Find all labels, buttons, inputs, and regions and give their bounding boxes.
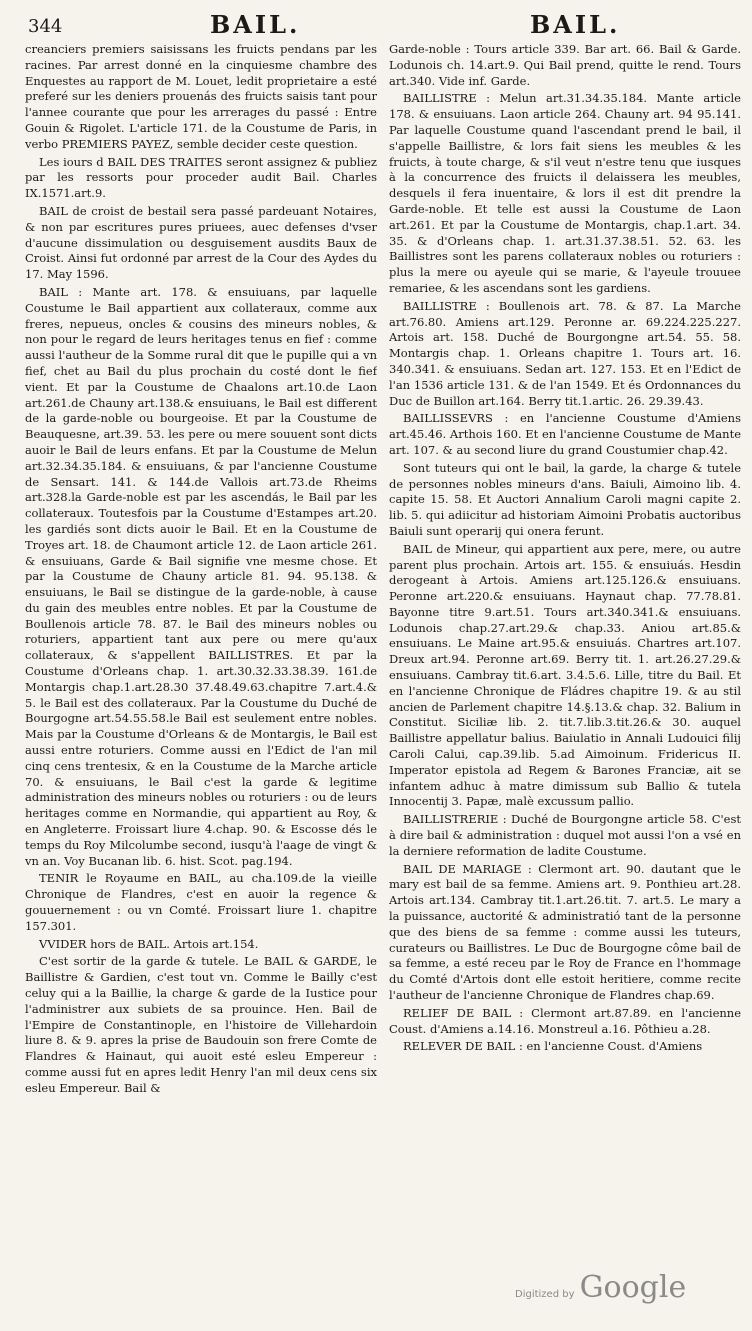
paragraph: BAIL DE MARIAGE : Clermont art. 90. dautant que le mary est bail de sa femme. Amiens art. 9. Ponthieu art.28. Artois art.134. Cambray tit.1.art.26.tit. 7. art.5. Le mary a la puissance, auctorité & administratió tant de la personne que des biens de sa femme : comme aussi les tuteurs, curateurs ou Baillistres. Le Duc de Bourgogne côme bail de sa femme, a esté receu par le Roy de France en l'hommage du Comté d'Artois dont elle estoit heritiere, comme recite l'autheur de l'ancienne Chronique de Flandres chap.69. [389, 861, 741, 1003]
paragraph: Les iours d BAIL DES TRAITES seront assignez & publiez par les ressorts pour proceder audit Bail. Charles IX.1571.art.9. [25, 154, 377, 201]
paragraph: VVIDER hors de BAIL. Artois art.154. [39, 936, 259, 951]
right-column [389, 42, 741, 1302]
paragraph: BAIL : Mante art. 178. & ensuiuans, par laquelle Coustume le Bail appartient aux collateraux, comme aux freres, nepueus, oncles & cousins des mineurs nobles, & non pour le regard de leurs heritages tenus en fief : comme aussi l'autheur de la Somme rural dit que le pupille qui a vn fief, chet au Bail du plus prochain du costé dont le fief vient. Et par la Coustume de Chaalons art.10.de Laon art.261.de Chauny art.138.& ensuiuans, le Bail est different de la garde-noble ou bourgeoise. Et par la Coustume de Beauquesne, art.39. 53. les pere ou mere souuent sont dicts auoir le Bail de leurs enfans. Et par la Coustume de Melun art.32.34.35.184. & ensuiuans, & par l'ancienne Coustume de Sensart. 141. & 144.de Vallois art.73.de Rheims art.328.la Garde-noble est par les ascendás, le Bail par les collateraux. Toutesfois par la Coustume d'Estampes art.20. les gardiés sont dicts auoir le Bail. Et en la Coustume de Troyes art. 18. de Chaumont article 12. de Laon article 261. & ensuiuans, Garde & Bail signifie vne mesme chose. Et par la Coustume de Chauny article 81. 94. 95.138. & ensuiuans, le Bail se distingue de la garde-noble, à cause du gain des meubles entre nobles. Et par la Coustume de Boullenois article 78. 87. le Bail des mineurs nobles ou roturiers, appartient tant aux pere ou mere qu'aux collateraux, & s'appellent BAILLISTRES. Et par la Coustume d'Orleans chap. 1. art.30.32.33.38.39. 161.de Montargis chap.1.art.28.30 37.48.49.63.chapitre 7.art.4.& 5. le Bail est des collateraux. Par la Coustume du Duché de Bourgogne art.54.55.58.le Bail est seulement entre nobles. Mais par la Coustume d'Orleans & de Montargis, le Bail est aussi entre roturiers. Comme aussi en l'Edict de l'an mil cinq cens trentesix, & en la Coustume de la Marche article 70. & ensuiuans, le Bail c'est la garde & legitime administration des mineurs nobles ou roturiers : ou de leurs heritages comme en Normandie, qui appartient au Roy, & en Angleterre. Froissart liure 4.chap. 90. & Escosse dés le temps du Roy Milcolumbe second, iusqu'à l'aage de vingt & vn an. Voy Bucanan lib. 6. hist. Scot. pag.194. [25, 284, 377, 868]
paragraph: BAIL de croist de bestail sera passé pardeuant Notaires, & non par escritures pures priuees, auec defenses d'vser d'aucune dissimulation ou desguisement ausdits Baux de Croist. Ainsi fut ordonné par arrest de la Cour des Aydes du 17. May 1596. [25, 203, 377, 282]
paragraph: RELIEF DE BAIL : Clermont art.87.89. en l'ancienne Coust. d'Amiens a.14.16. Monstreul a.16. Pôthieu a.28. [389, 1005, 741, 1036]
page-number: 344 [28, 16, 63, 37]
paragraph: TENIR le Royaume en BAIL, au cha.109.de la vieille Chronique de Flandres, c'est en auoir la regence & gouuernement : ou vn Comté. Froissart liure 1. chapitre 157.301. [25, 871, 377, 933]
paragraph: Garde-noble : Tours article 339. Bar art. 66. Bail & Garde. Lodunois ch. 14.art.9. Qui Bail prend, quitte le rend. Tours art.340. Vide inf. Garde. [389, 42, 741, 88]
google-logo: Google [579, 1270, 687, 1305]
paragraph: RELEVER DE BAIL : en l'ancienne Coust. d'Amiens [403, 1039, 703, 1054]
left-column [25, 42, 377, 1302]
paragraph: C'est sortir de la garde & tutele. Le BAIL & GARDE, le Baillistre & Gardien, c'est tout vn. Comme le Bailly c'est celuy qui a la Baillie, la charge & garde de la Iustice pour l'administrer aux subiets de sa prouince. Hen. Bail de l'Empire de Constantinople, en l'histoire de Villehardoin liure 8. & 9. apres la prise de Baudouin son frere Comte de Flandres & Hainaut, qui auoit esté esleu Empereur : comme aussi fut en apres ledit Henry l'an mil deux cens six esleu Empereur. Bail & [25, 954, 377, 1095]
google-watermark [515, 1270, 686, 1305]
paragraph: BAIL de Mineur, qui appartient aux pere, mere, ou autre parent plus prochain. Artois art. 155. & ensuiuás. Hesdin derogeant à Artois. Amiens art.125.126.& ensuiuans. Peronne art.220.& ensuiuans. Haynaut chap. 77.78.81. Bayonne titre 9.art.51. Tours art.340.341.& ensuiuans. Lodunois chap.27.art.29.& chap.33. Aniou art.85.& ensuiuans. Le Maine art.95.& ensuiuás. Chartres art.107. Dreux art.94. Peronne art.69. Berry tit. 1. art.26.27.29.& ensuiuans. Cambray tit.6.art. 3.4.5.6. Lille, titre du Bail. Et en l'ancienne Chronique de Fládres chapitre 19. & au stil ancien de Parlement chapitre 14.§.13.& chap. 32. Balium in Constitut. Siciliæ lib. 2. tit.7.lib.3.tit.26.& 30. auquel Baillistre appellatur balius. Baiulatio in Annali Ludouici filij Caroli Calui, cap.39.lib. 5.ad Aimoinum. Fridericus II. Imperator epistola ad Regem & Barones Franciæ, ait se infantem adhuc à matre dimissum sub Ballio & tutela Innocentij 3. Papæ, malè excussum pallio. [389, 541, 741, 809]
paragraph: BAILLISSEVRS : en l'ancienne Coustume d'Amiens art.45.46. Arthois 160. Et en l'ancienne Coustume de Mante art. 107. & au second liure du grand Coustumier chap.42. [389, 411, 741, 457]
running-head-right: BAIL. [530, 10, 621, 39]
paragraph: BAILLISTRE : Melun art.31.34.35.184. Mante article 178. & ensuiuans. Laon article 264. Chauny art. 94 95.141. Par laquelle Coustume quand l'ascendant prend le bail, il s'appelle Baillistre, & lors fait siens les meubles & les fruicts, à toute charge, & s'il veut n'estre tenu que iusques à la concurrence des fruicts il delaissera les meubles, desquels il fera inuentaire, & lors il est dit prendre la Garde-noble. Et telle est aussi la Coustume de Laon art.261. Et par la Coustume de Montargis, chap.1.art. 34. 35. & d'Orleans chap. 1. art.31.37.38.51. 52. 63. les Baillistres sont les parens collateraux nobles ou roturiers : plus la mere ou ayeule qui se marie, & l'ayeule trouuee remariee, & les ascendans sont les gardiens. [389, 91, 741, 295]
watermark-prefix: Digitized by [515, 1289, 575, 1300]
paragraph: creanciers premiers saisissans les fruicts pendans par les racines. Par arrest donné en la cinquiesme chambre des Enquestes au rapport de M. Louet, ledit proprietaire a esté preferé sur les deniers prouenás des fruicts saisis tant pour l'annee courante que pour les arrerages du passé : Entre Gouin & Rigolet. L'article 171. de la Coustume de Paris, in verbo PREMIERS PAYEZ, semble decider ceste question. [25, 42, 377, 151]
paragraph: BAILLISTRE : Boullenois art. 78. & 87. La Marche art.76.80. Amiens art.129. Peronne ar. 69.224.225.227. Artois art. 158. Duché de Bourgongne art.54. 55. 58. Montargis chap. 1. Orleans chapitre 1. Tours art. 16. 340.341. & ensuiuans. Sedan art. 127. 153. Et en l'Edict de l'an 1536 article 131. & de l'an 1549. Et és Ordonnances du Duc de Buillon art.164. Berry tit.1.artic. 26. 29.39.43. [389, 298, 741, 408]
paragraph: BAILLISTRERIE : Duché de Bourgongne article 58. C'est à dire bail & administration : duquel mot aussi l'on a vsé en la derniere reformation de ladite Coustume. [389, 812, 741, 858]
running-head-left: BAIL. [210, 10, 301, 39]
paragraph: Sont tuteurs qui ont le bail, la garde, la charge & tutele de personnes nobles mineurs d'ans. Baiuli, Aimoino lib. 4. capite 15. 58. Et Auctori Annalium Caroli magni capite 2. lib. 5. qui adiicitur ad historiam Aimoini Probatis auctoribus Baiuli sunt operarij qui onera ferunt. [389, 460, 741, 538]
page-header [0, 6, 752, 40]
